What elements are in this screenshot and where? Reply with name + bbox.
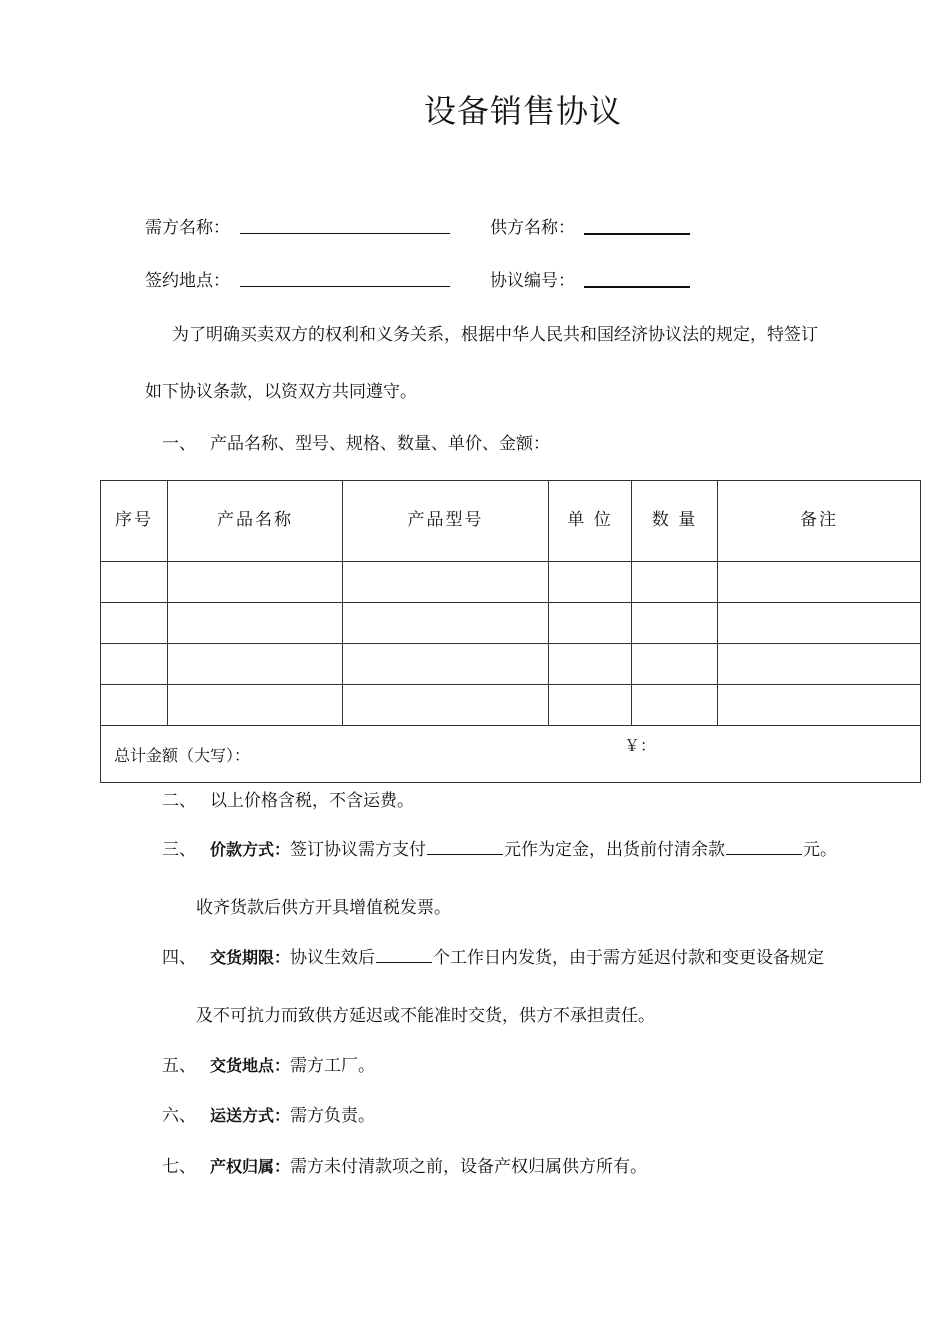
clause-3-continued: 收齐货款后供方开具增值税发票。	[196, 898, 451, 918]
clause-5-number: 五、	[162, 1056, 196, 1076]
contract-number-field[interactable]	[584, 286, 690, 288]
signing-place-label: 签约地点：	[145, 271, 230, 291]
clause-4-number: 四、	[162, 948, 196, 968]
clause-3-text-c: 元。	[803, 840, 838, 860]
intro-line-1: 为了明确买卖双方的权利和义务关系，根据中华人民共和国经济协议法的规定，特签订	[172, 325, 818, 345]
clause-4-text-b: 个工作日内发货，由于需方延迟付款和变更设备规定	[433, 948, 825, 968]
clause-6-text: 需方负责。	[290, 1106, 376, 1126]
clause-2-text: 以上价格含税，不含运费。	[210, 791, 414, 811]
signing-place-field[interactable]	[240, 286, 450, 287]
table-cell[interactable]	[101, 562, 168, 603]
table-cell[interactable]	[101, 603, 168, 644]
clause-3-number: 三、	[162, 840, 196, 860]
header-unit: 单 位	[549, 481, 632, 562]
section-1-text: 产品名称、型号、规格、数量、单价、金额：	[210, 434, 550, 454]
table-cell[interactable]	[718, 685, 921, 726]
table-cell[interactable]	[343, 644, 549, 685]
balance-amount-blank[interactable]	[726, 836, 802, 855]
clause-4-continued: 及不可抗力而致供方延迟或不能准时交货，供方不承担责任。	[196, 1006, 655, 1026]
clause-5-text: 需方工厂。	[290, 1056, 376, 1076]
table-cell[interactable]	[343, 562, 549, 603]
header-serial: 序号	[101, 481, 168, 562]
table-cell[interactable]	[718, 603, 921, 644]
table-cell[interactable]	[632, 644, 718, 685]
clause-7-title: 产权归属：	[210, 1157, 291, 1176]
contract-number-label: 协议编号：	[490, 271, 575, 291]
table-cell[interactable]	[632, 562, 718, 603]
clause-4-title: 交货期限：	[210, 948, 291, 967]
seller-name-label: 供方名称：	[490, 218, 575, 238]
table-cell[interactable]	[343, 603, 549, 644]
table-cell[interactable]	[101, 685, 168, 726]
clause-2	[162, 786, 414, 811]
deposit-amount-blank[interactable]	[427, 836, 503, 855]
table-row	[101, 685, 921, 726]
header-product-name: 产品名称	[168, 481, 343, 562]
table-cell[interactable]	[168, 644, 343, 685]
header-quantity: 数 量	[632, 481, 718, 562]
clause-2-number: 二、	[162, 791, 196, 811]
clause-4	[162, 943, 824, 968]
section-1-number: 一、	[162, 434, 196, 454]
table-cell[interactable]	[549, 644, 632, 685]
header-product-model: 产品型号	[343, 481, 549, 562]
total-amount-label: 总计金额（大写）：	[114, 745, 251, 765]
clause-3	[162, 835, 837, 860]
seller-name-field[interactable]	[584, 233, 690, 235]
table-cell[interactable]	[632, 603, 718, 644]
table-cell[interactable]	[718, 644, 921, 685]
total-row	[101, 726, 921, 783]
clause-7-number: 七、	[162, 1157, 196, 1177]
product-table	[100, 480, 921, 783]
clause-4-text-a: 协议生效后	[290, 948, 376, 968]
document-title: 设备销售协议	[423, 92, 622, 130]
clause-5	[162, 1051, 375, 1076]
clause-6-number: 六、	[162, 1106, 196, 1126]
table-cell[interactable]	[168, 685, 343, 726]
table-row	[101, 562, 921, 603]
clause-3-text-a: 签订协议需方支付	[290, 840, 427, 860]
clause-5-title: 交货地点：	[210, 1056, 291, 1075]
section-1-heading	[162, 429, 550, 454]
table-cell[interactable]	[718, 562, 921, 603]
table-cell[interactable]	[549, 603, 632, 644]
table-row	[101, 644, 921, 685]
table-cell[interactable]	[168, 603, 343, 644]
total-amount-cell[interactable]	[101, 726, 921, 783]
table-cell[interactable]	[168, 562, 343, 603]
table-row	[101, 603, 921, 644]
clause-7	[162, 1152, 647, 1177]
table-cell[interactable]	[549, 562, 632, 603]
table-cell[interactable]	[343, 685, 549, 726]
header-remarks: 备注	[718, 481, 921, 562]
buyer-name-field[interactable]	[240, 233, 450, 234]
table-header-row	[101, 481, 921, 562]
yen-amount-label: ￥：	[624, 735, 657, 755]
clause-7-text: 需方未付清款项之前，设备产权归属供方所有。	[290, 1157, 648, 1177]
clause-3-title: 价款方式：	[210, 840, 291, 859]
table-cell[interactable]	[632, 685, 718, 726]
clause-3-text-b: 元作为定金，出货前付清余款	[504, 840, 726, 860]
buyer-name-label: 需方名称：	[145, 218, 230, 238]
table-cell[interactable]	[101, 644, 168, 685]
working-days-blank[interactable]	[376, 944, 432, 963]
intro-line-2: 如下协议条款，以资双方共同遵守。	[145, 382, 417, 402]
clause-6	[162, 1101, 375, 1126]
clause-6-title: 运送方式：	[210, 1106, 291, 1125]
table-cell[interactable]	[549, 685, 632, 726]
